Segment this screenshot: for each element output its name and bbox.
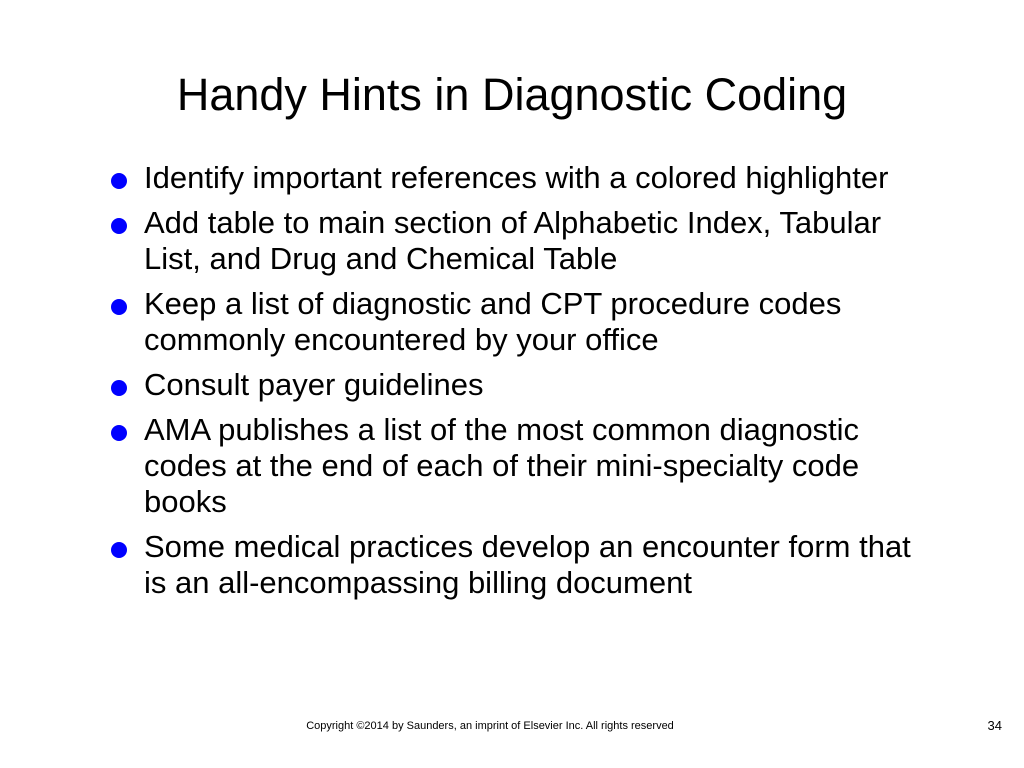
bullet-dot-icon [111, 542, 127, 558]
bullet-item [108, 286, 928, 358]
bullet-item [108, 367, 928, 403]
page-number: 34 [987, 718, 1002, 733]
bullet-text: Consult payer guidelines [144, 367, 484, 402]
bullet-text: Identify important references with a colored highlighter [144, 160, 889, 195]
bullet-dot-icon [111, 380, 127, 396]
bullet-dot-icon [111, 425, 127, 441]
bullet-item [108, 160, 928, 196]
bullet-dot-icon [111, 299, 127, 315]
bullet-list [108, 160, 928, 610]
bullet-dot-icon [111, 173, 127, 189]
bullet-item [108, 529, 928, 601]
bullet-text: Some medical practices develop an encounter form that is an all-encompassing billing document [144, 529, 911, 600]
slide-title: Handy Hints in Diagnostic Coding [176, 69, 848, 120]
bullet-text: AMA publishes a list of the most common diagnostic codes at the end of each of their mini-specialty code books [144, 412, 860, 519]
bullet-item [108, 412, 928, 520]
bullet-text: Keep a list of diagnostic and CPT procedure codes commonly encountered by your office [144, 286, 842, 357]
bullet-dot-icon [111, 218, 127, 234]
bullet-item [108, 205, 928, 277]
copyright-footer: Copyright ©2014 by Saunders, an imprint of Elsevier Inc. All rights reserved [306, 720, 674, 732]
bullet-text: Add table to main section of Alphabetic Index, Tabular List, and Drug and Chemical Table [144, 205, 882, 276]
